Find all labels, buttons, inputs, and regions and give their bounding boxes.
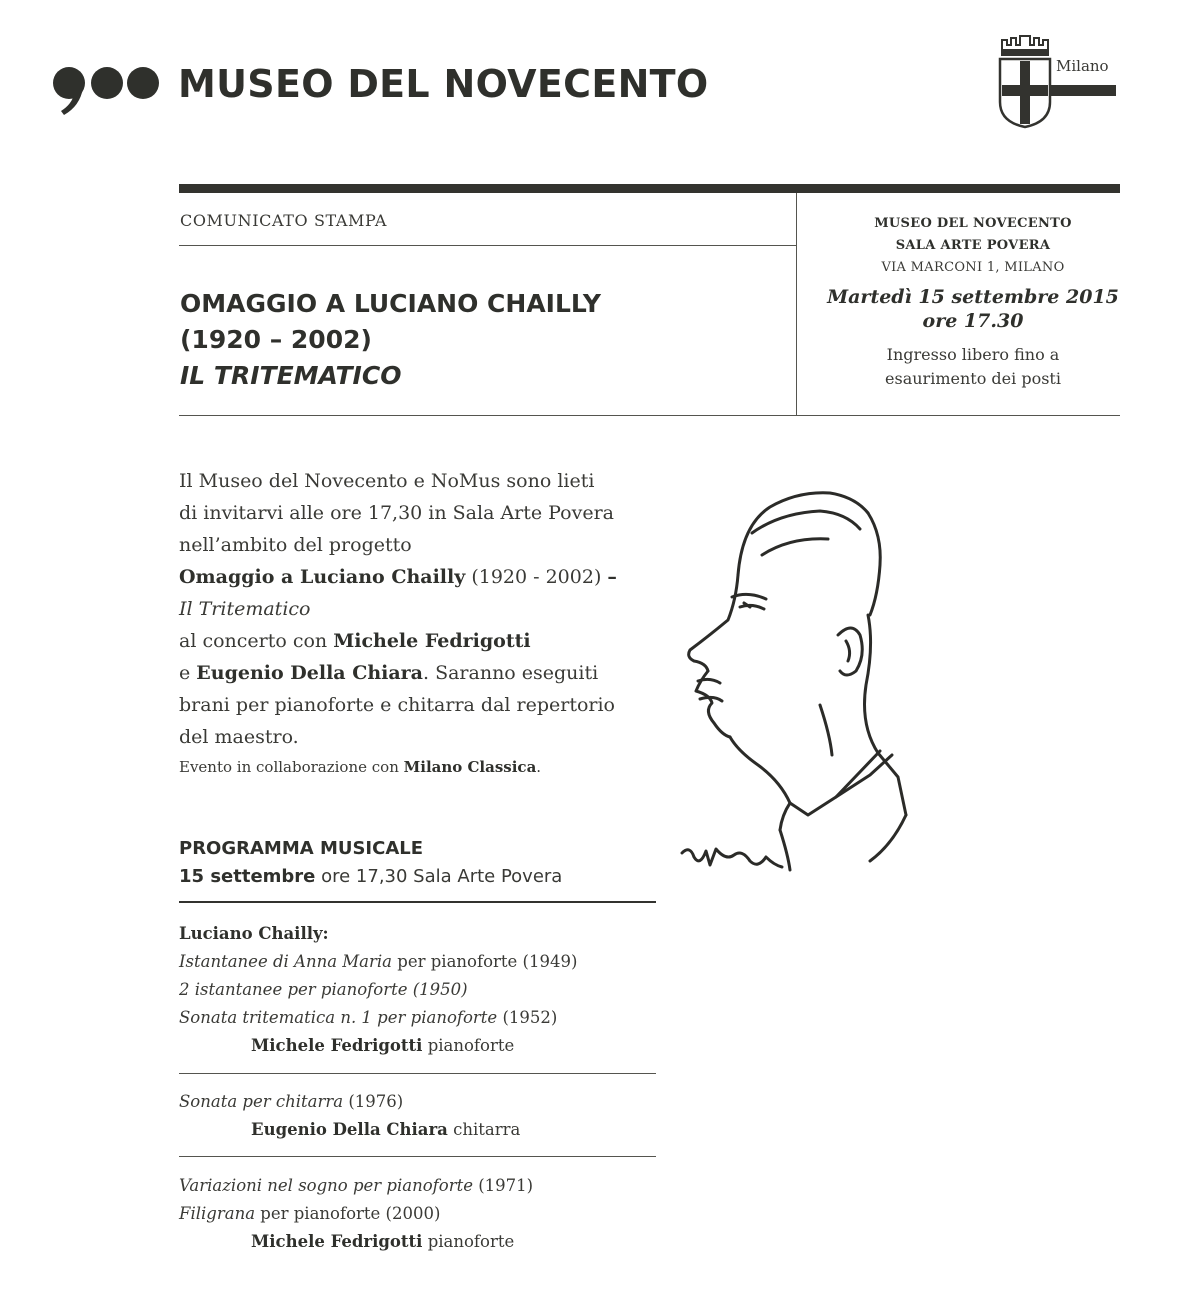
intro-line: nell’ambito del progetto	[179, 534, 412, 556]
performer-name: Michele Fedrigotti	[251, 1232, 423, 1251]
city-name: Milano	[1056, 57, 1109, 75]
performer-instrument: chitarra	[447, 1120, 521, 1139]
concert-prefix: al concerto con	[179, 630, 334, 652]
event-date-day: Martedì 15 settembre 2015	[827, 286, 1119, 308]
work-title: Sonata per chitarra	[179, 1092, 344, 1111]
performer-2: Eugenio Della Chiara	[196, 662, 423, 684]
title-line-2: (1920 – 2002)	[180, 325, 372, 354]
programme-title: PROGRAMMA MUSICALE	[179, 838, 424, 859]
work-detail: (1971)	[473, 1176, 534, 1195]
event-title	[180, 286, 601, 394]
venue-info	[820, 213, 1126, 391]
press-release-label: COMUNICATO STAMPA	[180, 211, 388, 230]
museum-900-logo	[52, 64, 160, 122]
intro-line: di invitarvi alle ore 17,30 in Sala Arte Povera	[179, 502, 615, 524]
programme-date-rest: ore 17,30 Sala Arte Povera	[315, 866, 563, 887]
block-divider	[179, 1156, 656, 1157]
performer-line	[179, 1032, 659, 1060]
entry-note-line-2: esaurimento dei posti	[885, 369, 1061, 388]
museum-name: MUSEO DEL NOVECENTO	[178, 62, 709, 106]
work-title: Sonata tritematica n. 1 per pianoforte	[179, 1008, 498, 1027]
programme-block-2	[179, 1088, 659, 1144]
project-subtitle: Il Tritematico	[179, 598, 311, 620]
performer-name: Eugenio Della Chiara	[251, 1120, 448, 1139]
venue-museum: MUSEO DEL NOVECENTO	[874, 216, 1072, 231]
block-divider	[179, 1073, 656, 1074]
work-detail: (1952)	[497, 1008, 558, 1027]
performer-name: Michele Fedrigotti	[251, 1036, 423, 1055]
programme-rule	[179, 901, 656, 903]
work-detail: (1976)	[343, 1092, 404, 1111]
venue-hall: SALA ARTE POVERA	[895, 238, 1051, 253]
collab-prefix: Evento in collaborazione con	[179, 758, 404, 776]
programme-block-1	[179, 920, 659, 1060]
work-title: 2 istantanee per pianoforte (1950)	[179, 980, 468, 999]
project-years: (1920 - 2002)	[465, 566, 608, 588]
intro-line: del maestro.	[179, 726, 299, 748]
and-word: e	[179, 662, 197, 684]
programme-block-3	[179, 1172, 659, 1256]
work-detail: per pianoforte (2000)	[255, 1204, 441, 1223]
work-title: Variazioni nel sogno per pianoforte	[179, 1176, 473, 1195]
composer-name: Luciano Chailly:	[179, 924, 329, 943]
intro-line: . Saranno eseguiti	[423, 662, 599, 684]
work-title: Filigrana	[179, 1204, 256, 1223]
title-line-1: OMAGGIO A LUCIANO CHAILLY	[180, 289, 602, 318]
header-bottom-rule	[179, 415, 1120, 416]
milano-coat-of-arms-icon	[996, 34, 1120, 134]
event-date	[820, 285, 1126, 333]
intro-line: Il Museo del Novecento e NoMus sono lieti	[179, 470, 595, 492]
collaboration-note	[179, 753, 649, 781]
label-divider	[179, 245, 796, 246]
collab-end: .	[536, 758, 542, 776]
venue-address: VIA MARCONI 1, MILANO	[881, 260, 1065, 275]
portrait-sketch-image	[670, 485, 940, 909]
performer-instrument: pianoforte	[422, 1036, 515, 1055]
intro-line: brani per pianoforte e chitarra dal repertorio	[179, 694, 615, 716]
entry-note-line-1: Ingresso libero fino a	[886, 345, 1060, 364]
performer-1: Michele Fedrigotti	[333, 630, 531, 652]
performer-line	[179, 1228, 659, 1256]
performer-line	[179, 1116, 659, 1144]
column-divider	[796, 193, 797, 416]
programme-date	[179, 866, 562, 887]
intro-paragraph	[179, 465, 649, 781]
work-detail: per pianoforte (1949)	[392, 952, 578, 971]
title-line-3: IL TRITEMATICO	[180, 361, 402, 390]
project-dash: –	[607, 566, 617, 588]
programme-date-day: 15 settembre	[179, 866, 316, 887]
top-rule	[179, 184, 1120, 193]
event-time: ore 17.30	[922, 310, 1024, 332]
collab-partner: Milano Classica	[403, 758, 537, 776]
performer-instrument: pianoforte	[422, 1232, 515, 1251]
project-name: Omaggio a Luciano Chailly	[179, 566, 466, 588]
work-title: Istantanee di Anna Maria	[179, 952, 393, 971]
entry-note	[820, 343, 1126, 391]
